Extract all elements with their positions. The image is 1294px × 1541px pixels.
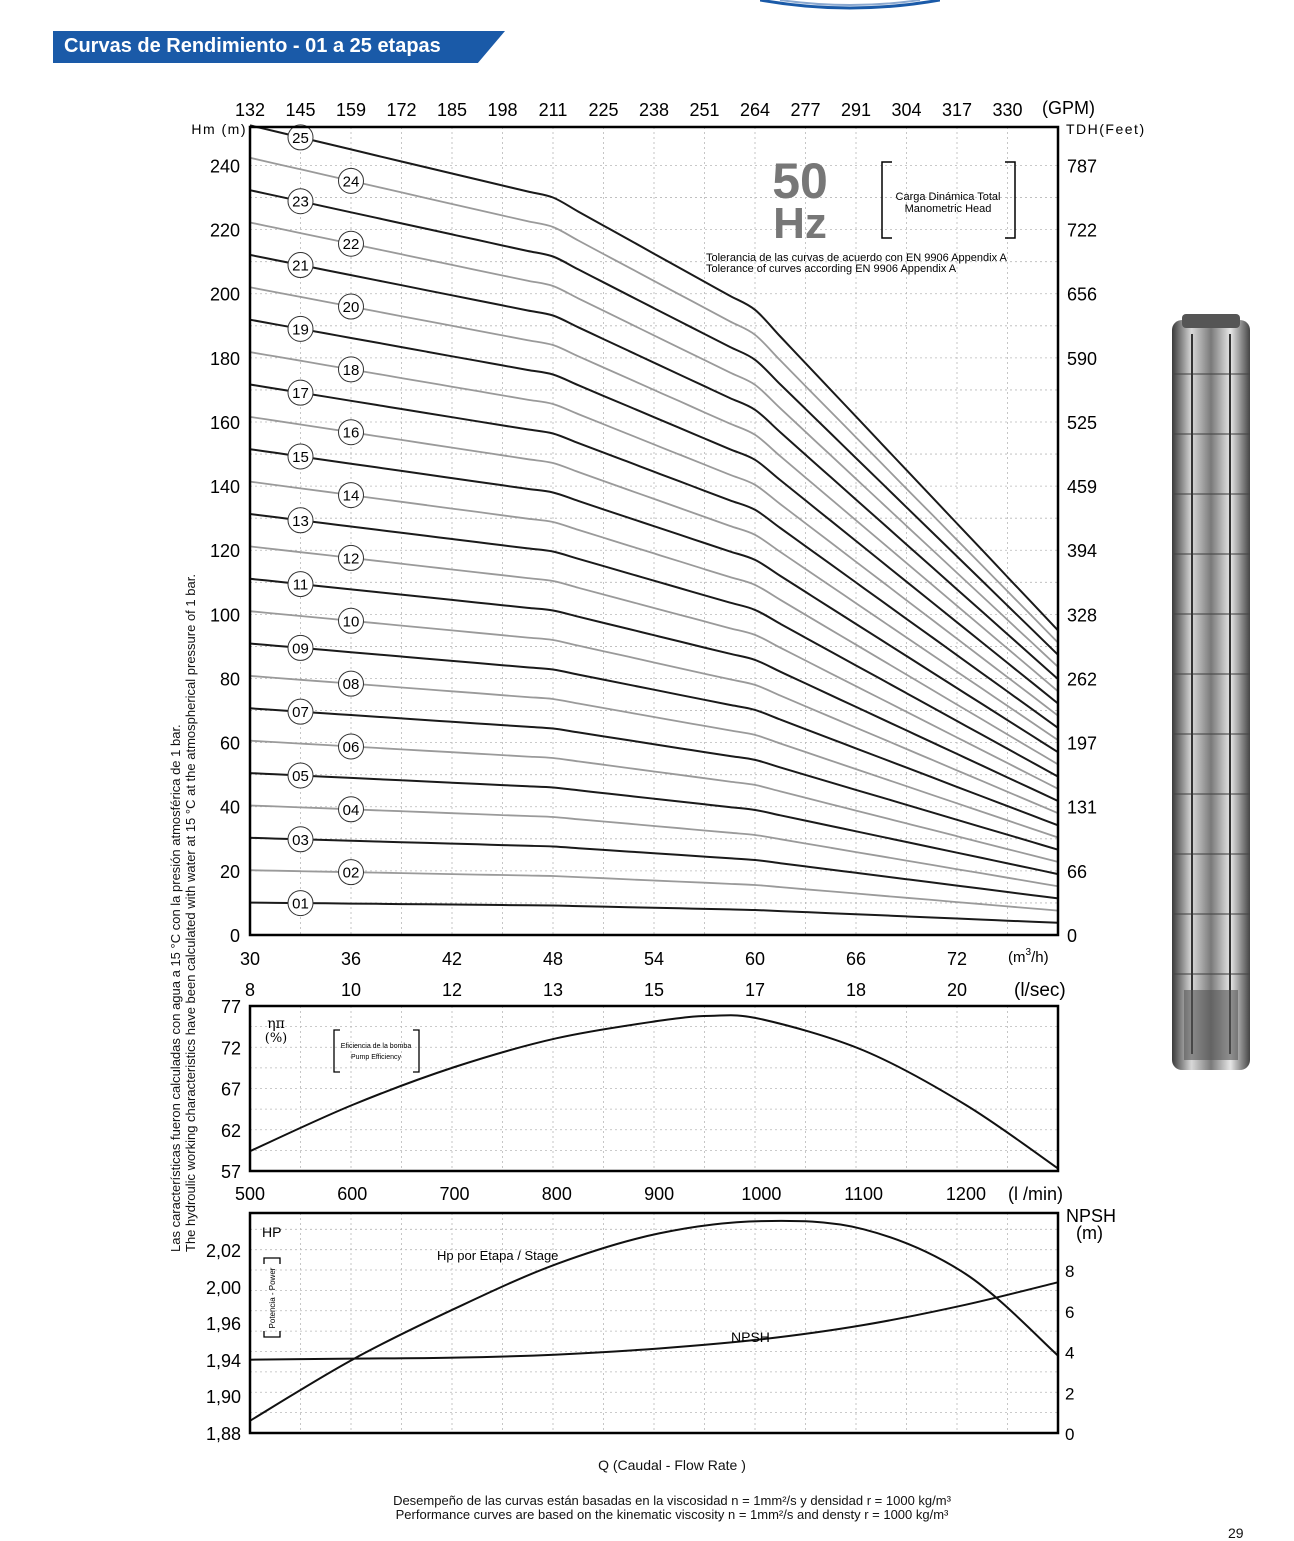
stage-label	[339, 357, 364, 382]
top-tick-gpm: 185	[436, 100, 468, 120]
stage-label	[339, 860, 364, 885]
stage-label	[288, 699, 313, 724]
stage-label-text: 06	[342, 738, 360, 756]
stage-label-text: 09	[292, 640, 309, 658]
y-tick-left: 240	[209, 156, 240, 177]
eff-x-unit: (l /min)	[1008, 1184, 1063, 1204]
x-tick-m3h: 30	[239, 949, 261, 969]
stage-label	[288, 316, 313, 341]
frequency-unit: Hz	[773, 199, 827, 248]
y-tick-right: 66	[1067, 861, 1088, 882]
npsh-label-1: NPSH	[1066, 1206, 1117, 1226]
stage-label-text: 15	[292, 448, 309, 466]
x-tick-lsec: 18	[845, 980, 867, 1000]
y-tick-left: 180	[209, 348, 240, 369]
power-y-tick: 2,00	[205, 1278, 241, 1298]
stage-label	[339, 420, 364, 445]
y-tick-left: 100	[209, 605, 240, 626]
stage-label-text: 13	[292, 512, 309, 530]
x-tick-m3h: 72	[946, 949, 968, 969]
top-tick-gpm: 330	[992, 100, 1023, 120]
y-tick-left: 120	[209, 541, 240, 562]
x-tick-lsec: 12	[441, 980, 463, 1000]
stage-label	[288, 508, 313, 533]
x-tick-lsec: 15	[643, 980, 665, 1000]
head-curve-stage-15	[250, 449, 1058, 752]
head-bracket-text-1: Carga Dinámica Total	[895, 191, 1001, 203]
stage-label	[288, 572, 313, 597]
eff-y-tick: 77	[220, 997, 241, 1017]
stage-label-text: 25	[292, 129, 309, 147]
top-tick-gpm: 211	[538, 100, 568, 120]
top-tick-gpm: 172	[386, 100, 417, 120]
submersible-pump-image	[1168, 314, 1254, 1074]
top-tick-gpm: 132	[234, 100, 266, 120]
y-tick-right: 0	[1067, 926, 1078, 946]
tolerance-text-2: Tolerance of curves according EN 9906 Appendix A	[706, 263, 957, 275]
x-tick-m3h: 54	[643, 949, 665, 969]
annotation-npsh: NPSH	[731, 1329, 770, 1345]
y-tick-left: 160	[209, 412, 240, 433]
x-unit-end: /h)	[1031, 949, 1049, 966]
x-tick-lsec: 20	[946, 980, 968, 1000]
npsh-y-tick: 0	[1065, 1425, 1075, 1444]
stage-label-text: 08	[342, 676, 360, 694]
x-tick-m3h: 66	[845, 949, 867, 969]
efficiency-bracket-icon	[334, 1030, 419, 1072]
x-tick-lsec: 10	[340, 980, 362, 1000]
stage-label	[339, 545, 364, 570]
tolerance-text-1: Tolerancia de las curvas de acuerdo con EN 9906 Appendix A	[706, 252, 1007, 264]
power-y-tick: 1,94	[205, 1351, 241, 1371]
eff-x-tick: 500	[234, 1184, 266, 1204]
y-tick-left: 80	[219, 669, 240, 690]
stage-label	[339, 231, 364, 256]
stage-label-text: 24	[342, 173, 360, 191]
top-tick-gpm: 291	[840, 100, 872, 120]
stage-label-text: 12	[342, 550, 360, 568]
x-tick-m3h: 42	[441, 949, 463, 969]
stage-label-text: 04	[342, 801, 360, 819]
top-tick-gpm: 251	[689, 100, 720, 120]
stage-label-text: 18	[342, 361, 360, 379]
eff-y-label-1: ηπ	[267, 1016, 285, 1032]
stage-label-text: 02	[342, 864, 360, 882]
stage-label	[288, 763, 313, 788]
flow-rate-label: Q (Caudal - Flow Rate )	[598, 1457, 746, 1473]
y-tick-right: 459	[1067, 477, 1098, 498]
eff-y-label-2: (%)	[264, 1031, 288, 1046]
stage-label-text: 11	[292, 576, 309, 594]
x-tick-lsec: 8	[244, 980, 256, 1000]
stage-label	[288, 827, 313, 852]
power-y-tick: 1,96	[205, 1314, 241, 1334]
top-tick-gpm: 277	[790, 100, 821, 120]
top-unit-gpm: (GPM)	[1042, 98, 1095, 118]
npsh-y-tick: 8	[1065, 1262, 1075, 1282]
y-tick-left: 40	[219, 797, 240, 818]
eff-bracket-text-2: Pump Efficiency	[350, 1054, 402, 1061]
y-tick-right: 262	[1067, 669, 1098, 690]
top-tick-gpm: 317	[941, 100, 973, 120]
head-chart	[191, 98, 1145, 1001]
stage-label	[288, 444, 313, 469]
top-tick-gpm: 159	[335, 100, 367, 120]
x-tick-m3h: 36	[340, 949, 362, 969]
stage-label	[339, 168, 364, 193]
stage-label-text: 16	[342, 424, 360, 442]
eff-x-tick: 800	[541, 1184, 572, 1204]
eff-x-tick: 1100	[844, 1184, 884, 1204]
y-tick-left: 60	[219, 733, 240, 754]
power-npsh-chart	[206, 1206, 1116, 1444]
footer-line-es: Desempeño de las curvas están basadas en la viscosidad n = 1mm²/s y densidad r = 1000 kg/m³	[393, 1493, 951, 1508]
stage-label-text: 01	[292, 895, 309, 913]
eff-x-tick: 900	[644, 1184, 675, 1204]
stage-label-text: 21	[292, 257, 309, 275]
y-tick-left: 0	[229, 926, 240, 946]
stage-label	[339, 608, 364, 633]
y-tick-right: 722	[1067, 220, 1098, 241]
y-tick-right: 656	[1067, 284, 1098, 305]
side-note-en: The hydroulic working characteristics have been calculated with water at 15 °C at the atmospherical pressure of 1 bar.	[183, 574, 198, 1252]
footer-line-en: Performance curves are based on the kinematic viscosity n = 1mm²/s and densty r = 1000 kg/m³	[395, 1507, 949, 1522]
x-tick-lsec: 13	[542, 980, 564, 1000]
top-tick-gpm: 225	[588, 100, 619, 120]
y-tick-left: 220	[209, 220, 240, 241]
y-label-right: TDH(Feet)	[1066, 121, 1146, 137]
y-tick-right: 590	[1067, 348, 1098, 369]
stage-label	[288, 891, 313, 916]
stage-label	[339, 671, 364, 696]
stage-label-text: 23	[292, 193, 309, 211]
frequency-value: 50	[772, 153, 828, 209]
efficiency-chart	[221, 997, 1063, 1204]
y-tick-left: 200	[209, 284, 240, 305]
npsh-y-tick: 2	[1065, 1384, 1075, 1404]
eff-x-tick: 1000	[741, 1184, 782, 1204]
y-tick-left: 140	[209, 477, 240, 498]
npsh-label-2: (m)	[1076, 1223, 1103, 1243]
side-note	[168, 574, 198, 1252]
stage-label-text: 05	[292, 767, 309, 785]
power-y-tick: 1,88	[205, 1424, 241, 1444]
stage-label	[339, 734, 364, 759]
y-tick-left: 20	[219, 861, 240, 882]
stage-label-text: 19	[292, 321, 309, 339]
power-bracket-text: Potencia - Power	[268, 1267, 277, 1329]
x-tick-lsec: 17	[744, 980, 766, 1000]
stage-label	[288, 125, 313, 150]
stage-label-text: 07	[292, 704, 309, 722]
y-tick-right: 328	[1067, 605, 1098, 626]
eff-x-tick: 700	[439, 1184, 470, 1204]
power-y-tick: 1,90	[205, 1387, 241, 1407]
stage-label	[288, 380, 313, 405]
y-tick-right: 394	[1067, 541, 1098, 562]
stage-label	[339, 483, 364, 508]
y-tick-right: 197	[1067, 733, 1098, 754]
stage-label-text: 17	[292, 385, 309, 403]
stage-label-text: 22	[342, 236, 360, 254]
npsh-y-tick: 6	[1065, 1302, 1075, 1322]
y-tick-right: 525	[1067, 412, 1098, 433]
top-tick-gpm: 264	[739, 100, 771, 120]
top-tick-gpm: 304	[891, 100, 922, 120]
stage-label	[288, 253, 313, 278]
eff-y-tick: 67	[220, 1079, 241, 1100]
eff-y-tick: 57	[220, 1162, 241, 1182]
stage-label	[288, 189, 313, 214]
x-tick-m3h: 48	[542, 949, 564, 969]
y-tick-right: 787	[1067, 156, 1098, 177]
stage-label	[339, 797, 364, 822]
eff-y-tick: 72	[220, 1038, 241, 1059]
stage-label	[288, 635, 313, 660]
stage-label-text: 10	[342, 613, 360, 631]
eff-x-tick: 600	[337, 1184, 368, 1204]
head-bracket-text-2: Manometric Head	[904, 203, 992, 215]
y-label-left: Hm (m)	[191, 121, 247, 137]
power-y-tick: 2,02	[205, 1241, 241, 1261]
page-title: Curvas de Rendimiento - 01 a 25 etapas	[64, 35, 441, 57]
x-unit-sup: 3	[1025, 947, 1032, 958]
annotation-hp-stage: Hp por Etapa / Stage	[437, 1248, 559, 1263]
x-unit-m3h: $(m^3/h)$	[1008, 947, 1049, 966]
npsh-y-tick: 4	[1065, 1343, 1075, 1363]
side-note-es: Las características fueron calculadas con agua a 15 °C con la presión atmosférica de 1 bar.	[168, 724, 183, 1252]
stage-label-text: 14	[342, 487, 360, 505]
eff-y-tick: 62	[220, 1120, 241, 1141]
eff-x-tick: 1200	[945, 1184, 986, 1204]
stage-label-text: 03	[292, 831, 309, 849]
eff-bracket-text-1: Eficiencia de la bomba	[340, 1043, 412, 1050]
stage-label-text: 20	[342, 299, 360, 317]
top-tick-gpm: 145	[285, 100, 316, 120]
hp-label: HP	[262, 1224, 282, 1240]
page-number: 29	[1228, 1525, 1244, 1541]
stage-label	[339, 294, 364, 319]
x-tick-m3h: 60	[744, 949, 766, 969]
y-tick-right: 131	[1067, 797, 1098, 818]
head-curve-stage-24	[250, 158, 1058, 643]
power-curve	[250, 1221, 1058, 1421]
x-unit-lsec: (l/sec)	[1014, 980, 1066, 1001]
top-tick-gpm: 198	[487, 100, 518, 120]
top-tick-gpm: 238	[638, 100, 670, 120]
